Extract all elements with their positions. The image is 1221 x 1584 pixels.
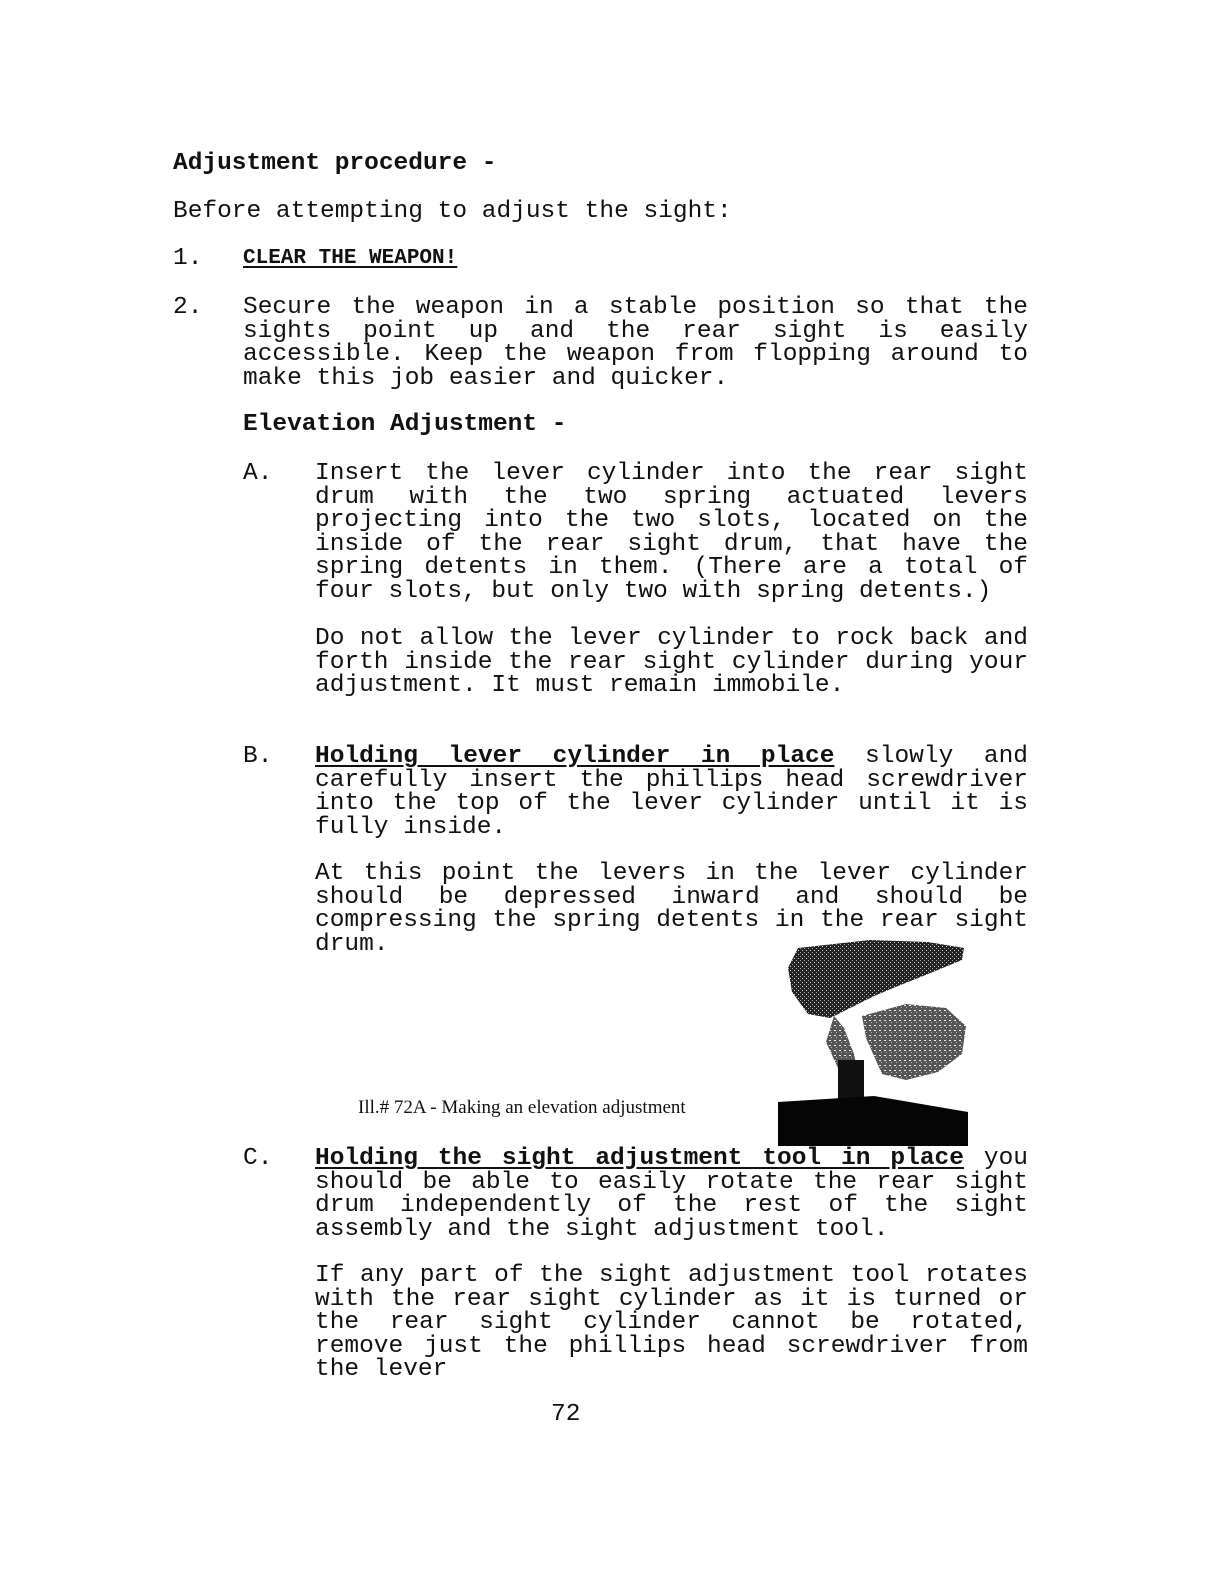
emphasis-lead: Holding lever cylinder in place [315,743,835,770]
step-text: Secure the weapon in a stable position so that the sights point up and the rear sight is easily accessible. Keep the weapon from flopping around to make this job easier and quicker. [243,294,1028,392]
paragraph-text: slowly and carefully insert the phillips head screwdriver into the top of the lever cylinder until it is fully inside. [315,743,1028,841]
item-paragraph: If any part of the sight adjustment tool rotates with the rear sight cylinder as it is turned or the rear sight cylinder cannot be rotated, remove just the phillips head screwdriver from the lever [315,1262,1028,1383]
item-letter: B. [243,743,273,770]
item-paragraph: At this point the levers in the lever cylinder should be depressed inward and should be compressing the spring detents in the rear sight drum. [315,860,1028,958]
paragraph-text: you should be able to easily rotate the rear sight drum independently of the rest of the sight assembly and the sight adjustment tool. [315,1145,1028,1243]
emphasis-lead: Holding the sight adjustment tool in place [315,1145,964,1172]
subheading: Elevation Adjustment - [243,411,567,438]
item-paragraph [315,1147,1028,1241]
warning-text: CLEAR THE WEAPON! [243,247,458,270]
step-number: 2. [173,294,203,321]
step-number: 1. [173,245,203,272]
item-letter: A. [243,460,273,487]
item-paragraph [315,745,1028,839]
elevation-adjustment-photo [778,934,970,1146]
item-letter: C. [243,1145,273,1172]
figure-caption: Ill.# 72A - Making an elevation adjustment [358,1097,686,1118]
section-heading: Adjustment procedure - [173,150,497,177]
page-number: 72 [551,1401,581,1428]
item-paragraph: Do not allow the lever cylinder to rock back and forth inside the rear sight cylinder during your adjustment. It must remain immobile. [315,625,1028,699]
item-paragraph: Insert the lever cylinder into the rear sight drum with the two spring actuated levers projecting into the two slots, located on the inside of the rear sight drum, that have the spring detents in them. (There are a total of four slots, but only two with spring detents.) [315,460,1028,605]
intro-text: Before attempting to adjust the sight: [173,198,732,225]
